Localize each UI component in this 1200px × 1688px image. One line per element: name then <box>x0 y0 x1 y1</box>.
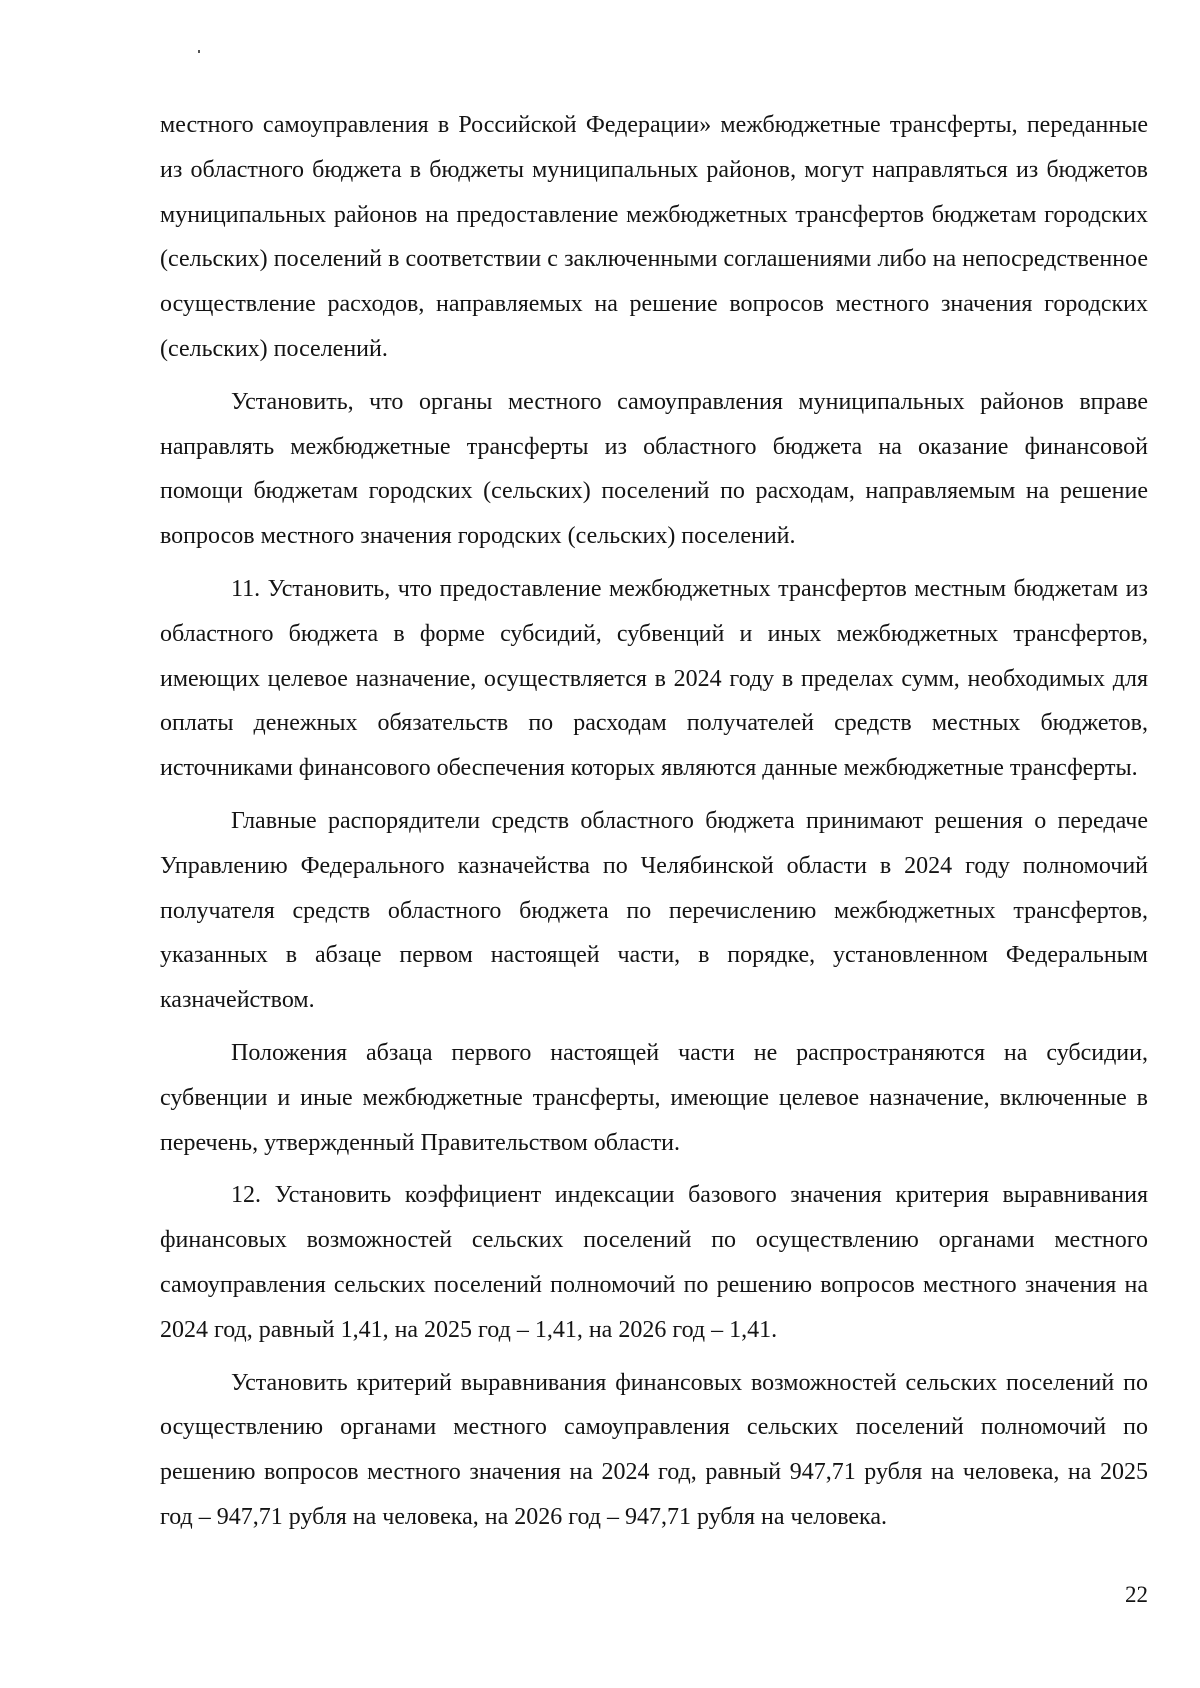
page-number: 22 <box>1125 1582 1148 1607</box>
paragraph-equalization-criterion: Установить критерий выравнивания финансовых возможностей сельских поселений по осуществлению органами местного самоуправления сельских поселений полномочий по решению вопросов местного значения на 2024 год, равный 947,71 рубля на человека, на 2025 год – 947,71 рубля на человека, на 2026 год – 947,71 рубля на человека. <box>160 1369 1148 1530</box>
document-body <box>160 103 1148 1548</box>
paragraph-treasury-powers: Главные распорядители средств областного бюджета принимают решения о передаче Управлению Федерального казначейства по Челябинской области в 2024 году полномочий получателя средств областного бюджета по перечислению межбюджетных трансфертов, указанных в абзаце первом настоящей части, в порядке, установленном Федеральным казначейством. <box>160 807 1148 1014</box>
paragraph-continuation: местного самоуправления в Российской Федерации» межбюджетные трансферты, переданные из областного бюджета в бюджеты муниципальных районов, могут направляться из бюджетов муниципальных районов на предоставление межбюджетных трансфертов бюджетам городских (сельских) поселений в соответствии с заключенными соглашениями либо на непосредственное осуществление расходов, направляемых на решение вопросов местного значения городских (сельских) поселений. <box>160 112 1148 362</box>
paragraph-item-12: 12. Установить коэффициент индексации базового значения критерия выравнивания финансовых возможностей сельских поселений по осуществлению органами местного самоуправления сельских поселений полномочий по решению вопросов местного значения на 2024 год, равный 1,41, на 2025 год – 1,41, на 2026 год – 1,41. <box>160 1182 1148 1343</box>
scan-speck <box>198 50 200 53</box>
paragraph-exceptions: Положения абзаца первого настоящей части не распространяются на субсидии, субвенции и иные межбюджетные трансферты, имеющие целевое назначение, включенные в перечень, утвержденный Правительством области. <box>160 1039 1148 1156</box>
paragraph-municipal-rights: Установить, что органы местного самоуправления муниципальных районов вправе направлять межбюджетные трансферты из областного бюджета на оказание финансовой помощи бюджетам городских (сельских) поселений по расходам, направляемым на решение вопросов местного значения городских (сельских) поселений. <box>160 388 1148 550</box>
paragraph-item-11: 11. Установить, что предоставление межбюджетных трансфертов местным бюджетам из областного бюджета в форме субсидий, субвенций и иных межбюджетных трансфертов, имеющих целевое назначение, осуществляется в 2024 году в пределах сумм, необходимых для оплаты денежных обязательств по расходам получателей средств местных бюджетов, источниками финансового обеспечения которых являются данные межбюджетные трансферты. <box>160 575 1148 782</box>
